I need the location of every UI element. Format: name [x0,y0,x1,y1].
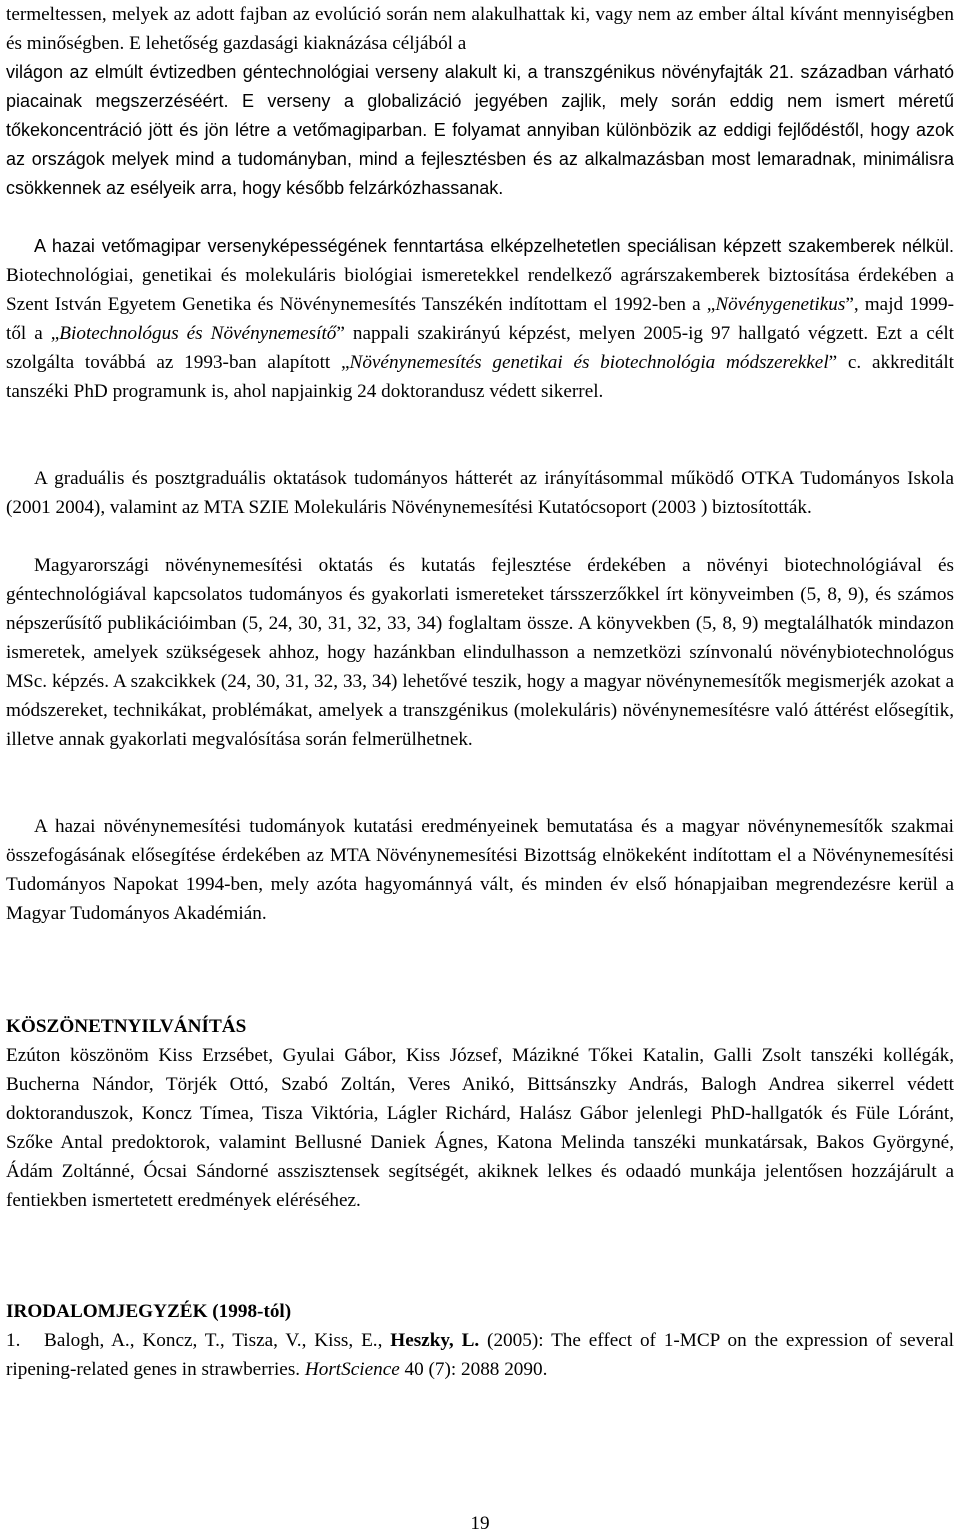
paragraph-education [6,232,954,406]
reference-title: (2005): The effect of 1-MCP on the expression of several ripening-related genes in strawberries. [6,1330,955,1380]
reference-number: 1. [6,1330,21,1351]
page-number: 19 [470,1513,490,1534]
reference-author-highlight: Heszky, L. [390,1330,480,1351]
intro-line-4: 21. században várható piacainak megszerzéséért. [6,62,954,111]
intro-line-3: világon az elmúlt évtizedben géntechnológiai verseny alakult ki, a transzgénikus növényfajták [6,62,763,82]
acknowledgement-section [6,1012,954,1215]
references-section [6,1297,954,1384]
intro-sentence-globalization: E verseny a globalizáció jegyében zajlik, mely során eddig nem ismert méretű tőkekoncentráció jött és jön létre a vetőmagiparban. [6,91,954,140]
paragraph-books: Magyarországi növénynemesítési oktatás és kutatás fejlesztése érdekében a növényi biotechnológiával és géntechnológiával kapcsolatos tudományos és gyakorlati ismereteket társszerzőkkel írt könyveimben (5, 8, 9), és számos népszerűsítő publikációimban (5, 24, 30, 31, 32, 33, 34) foglaltam össze. A könyvekben (5, 8, 9) megtalálhatók mindazon ismeretek, amelyek szükségesek ahhoz, hogy hazánkban elindulhasson a nemzetközi színvonalú növénybiotechnológus MSc. képzés. A szakcikkek (24, 30, 31, 32, 33, 34) lehetővé teszik, hogy a magyar növénynemesítők megismerjék azokat a módszereket, technikákat, problémákat, amelyek a transzgénikus (molekuláris) növénynemesítésre való áttérést elősegítik, illetve annak gyakorlati megvalósítása során felmerülhetnek. [6,555,954,750]
intro-sans-block [6,58,954,203]
acknowledgement-heading: KÖSZÖNETNYILVÁNÍTÁS [6,1016,247,1037]
program-name-1: Növénygenetikus [715,294,846,315]
reference-authors: Balogh, A., Koncz, T., Tisza, V., Kiss, E., [44,1330,391,1351]
intro-line-2: ember által kívánt mennyiségben és minőségben. E lehetőség gazdasági kiaknázása céljából a [6,4,954,54]
intro-sentence-process: E folyamat annyiban különbözik az eddigi fejlődéstől, hogy azok az országok melyek mind a tudományban, mind a fejlesztésben és az alkalmazásban most lemaradnak, minimálisra csökkennek az esélyeik arra, hogy később felzárkózhassanak. [6,120,954,198]
phd-program-name: Növénynemesítés genetikai és biotechnológia módszerekkel [349,352,829,373]
intro-line-1: termeltessen, melyek az adott fajban az evolúció során nem alakulhattak ki, vagy nem az [6,4,694,25]
reference-pages: 40 (7): 2088 2090. [399,1359,548,1380]
acknowledgement-text: Ezúton köszönöm Kiss Erzsébet, Gyulai Gábor, Kiss József, Mázikné Tőkei Katalin, Galli Zsolt tanszéki kollégák, Bucherna Nándor, Törjék Ottó, Szabó Zoltán, Veres Anikó, Bittsánszky András, Balogh Andrea sikerrel védett doktoranduszok, Koncz Tímea, Tisza Viktória, Lágler Richárd, Halász Gábor jelenlegi PhD-hallgatók és Füle Lóránt, Szőke Antal predoktorok, valamint Bellusné Daniek Ágnes, Katona Melinda tanszéki munkatársak, Bakos Györgyné, Ádám Zoltánné, Ócsai Sándorné asszisztensek segítségét, akiknek lelkes és odaadó munkája jelentősen hozzájárult a fentiekben ismertetett eredmények eléréséhez. [6,1045,954,1211]
intro-serif-block [6,0,954,58]
para2-sentence-1: A hazai vetőmagipar versenyképességének fenntartása elképzelhetetlen speciálisan képzett szakemberek nélkül. [34,236,954,256]
reference-item [6,1326,954,1384]
program-name-2: Biotechnológus és Növénynemesítő [59,323,337,344]
intro-paragraph [6,0,954,203]
para2-sentence-2: Biotechnológiai, genetikai és molekuláris biológiai ismeretekkel rendelkező agrárszakemberek biztosítása érdekében a Szent István Egyetem Genetika és Növénynemesítés Tanszékén indítottam el 1992-ben a „ [6,265,954,315]
para2-sentence-5: ” c. akkreditált tanszéki PhD programunk is, ahol napjainkig 24 doktorandusz védett sikerrel. [6,352,955,402]
reference-journal: HortScience [304,1359,400,1380]
paragraph-conference: A hazai növénynemesítési tudományok kutatási eredményeinek bemutatása és a magyar növénynemesítők szakmai összefogásának elősegítése érdekében az MTA Növénynemesítési Bizottság elnökeként indítottam el a Növénynemesítési Tudományos Napokat 1994-ben, mely azóta hagyománnyá vált, és minden év első hónapjaiban megrendezésre kerül a Magyar Tudományos Akadémián. [6,816,954,924]
paragraph-research-school: A graduális és posztgraduális oktatások tudományos hátterét az irányításommal működő OTKA Tudományos Iskola (2001 2004), valamint az MTA SZIE Molekuláris Növénynemesítési Kutatócsoport (2003 ) biztosították. [6,468,954,518]
document-page [6,0,954,1537]
para2-sentence-3: ”, majd 1999-től a „ [6,294,955,344]
references-heading: IRODALOMJEGYZÉK (1998-tól) [6,1301,292,1322]
para2-sentence-4: ” nappali szakirányú képzést, melyen 2005-ig 97 hallgató végzett. Ezt a célt szolgálta továbbá az 1993-ban alapított „ [6,323,954,373]
